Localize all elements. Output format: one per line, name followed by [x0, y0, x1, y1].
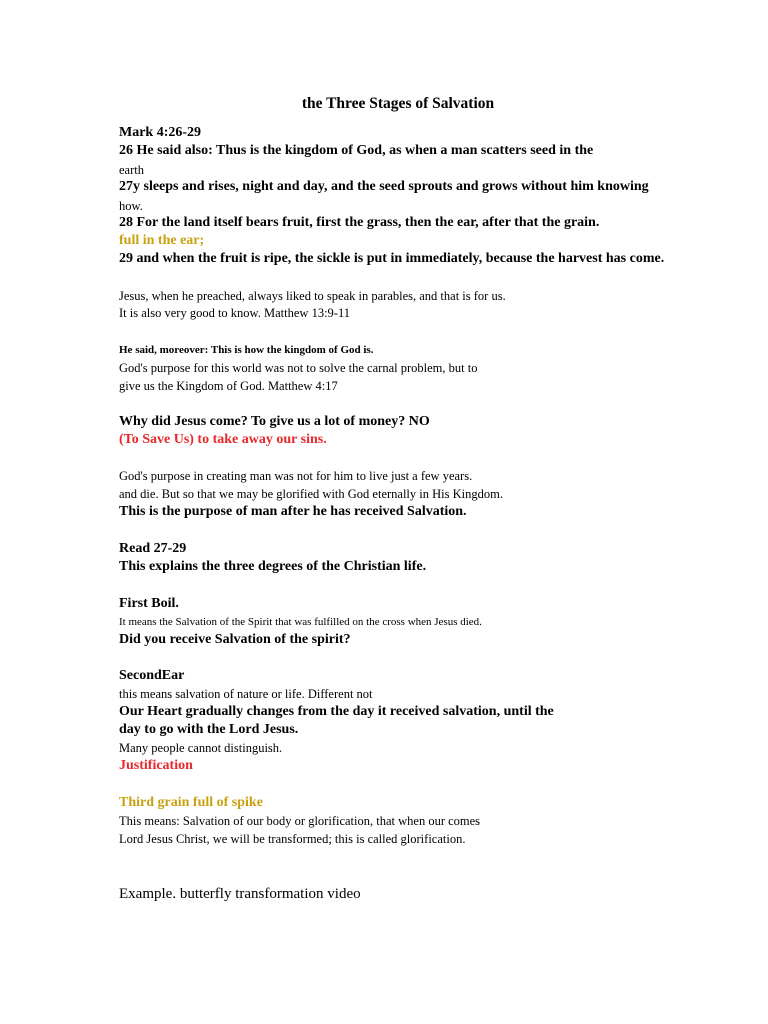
example-line: Example. butterfly transformation video	[119, 886, 361, 902]
first-stage-description: It means the Salvation of the Spirit that was fulfilled on the cross when Jesus died.	[119, 616, 482, 628]
second-stage-line-1: Our Heart gradually changes from the day it received salvation, until the	[119, 704, 554, 719]
third-stage-heading: Third grain full of spike	[119, 795, 263, 810]
kingdom-statement: He said, moreover: This is how the kingdom of God is.	[119, 344, 374, 356]
second-stage-note: Many people cannot distinguish.	[119, 741, 283, 755]
verse-27-continued: how.	[119, 199, 143, 213]
second-stage-description: this means salvation of nature or life. Different not	[119, 687, 373, 701]
scripture-reference: Mark 4:26-29	[119, 125, 202, 140]
purpose-line-2: give us the Kingdom of God. Matthew 4:17	[119, 379, 338, 393]
second-stage-line-2: day to go with the Lord Jesus.	[119, 722, 299, 737]
verse-26: 26 He said also: Thus is the kingdom of God, as when a man scatters seed in the	[119, 143, 594, 158]
first-stage-heading: First Boil.	[119, 596, 179, 611]
verse-27: 27y sleeps and rises, night and day, and the seed sprouts and grows without him knowing	[119, 179, 649, 194]
page-title: the Three Stages of Salvation	[301, 95, 495, 112]
second-stage-heading: SecondEar	[119, 668, 185, 683]
three-degrees-line: This explains the three degrees of the Christian life.	[119, 559, 427, 574]
verse-26-continued: earth	[119, 163, 144, 177]
first-stage-question: Did you receive Salvation of the spirit?	[119, 632, 351, 647]
parables-line-1: Jesus, when he preached, always liked to speak in parables, and that is for us.	[119, 289, 506, 303]
verse-28: 28 For the land itself bears fruit, first the grass, then the ear, after that the grain.	[119, 215, 600, 230]
purpose-line-1: God's purpose for this world was not to solve the carnal problem, but to	[119, 361, 478, 375]
creation-purpose-line-2: and die. But so that we may be glorified with God eternally in His Kingdom.	[119, 487, 503, 501]
purpose-of-man: This is the purpose of man after he has received Salvation.	[119, 504, 467, 519]
question-line: Why did Jesus come? To give us a lot of money? NO	[119, 414, 430, 429]
verse-29: 29 and when the fruit is ripe, the sickle is put in immediately, because the harvest has come.	[119, 251, 665, 266]
justification-label: Justification	[119, 758, 193, 773]
third-stage-line-1: This means: Salvation of our body or glorification, that when our comes	[119, 814, 481, 828]
answer-line: (To Save Us) to take away our sins.	[119, 432, 327, 447]
verse-28-continued: full in the ear;	[119, 233, 205, 248]
creation-purpose-line-1: God's purpose in creating man was not for him to live just a few years.	[119, 469, 473, 483]
third-stage-line-2: Lord Jesus Christ, we will be transformed; this is called glorification.	[119, 832, 466, 846]
parables-line-2: It is also very good to know. Matthew 13:9-11	[119, 306, 350, 320]
read-reference: Read 27-29	[119, 541, 187, 556]
